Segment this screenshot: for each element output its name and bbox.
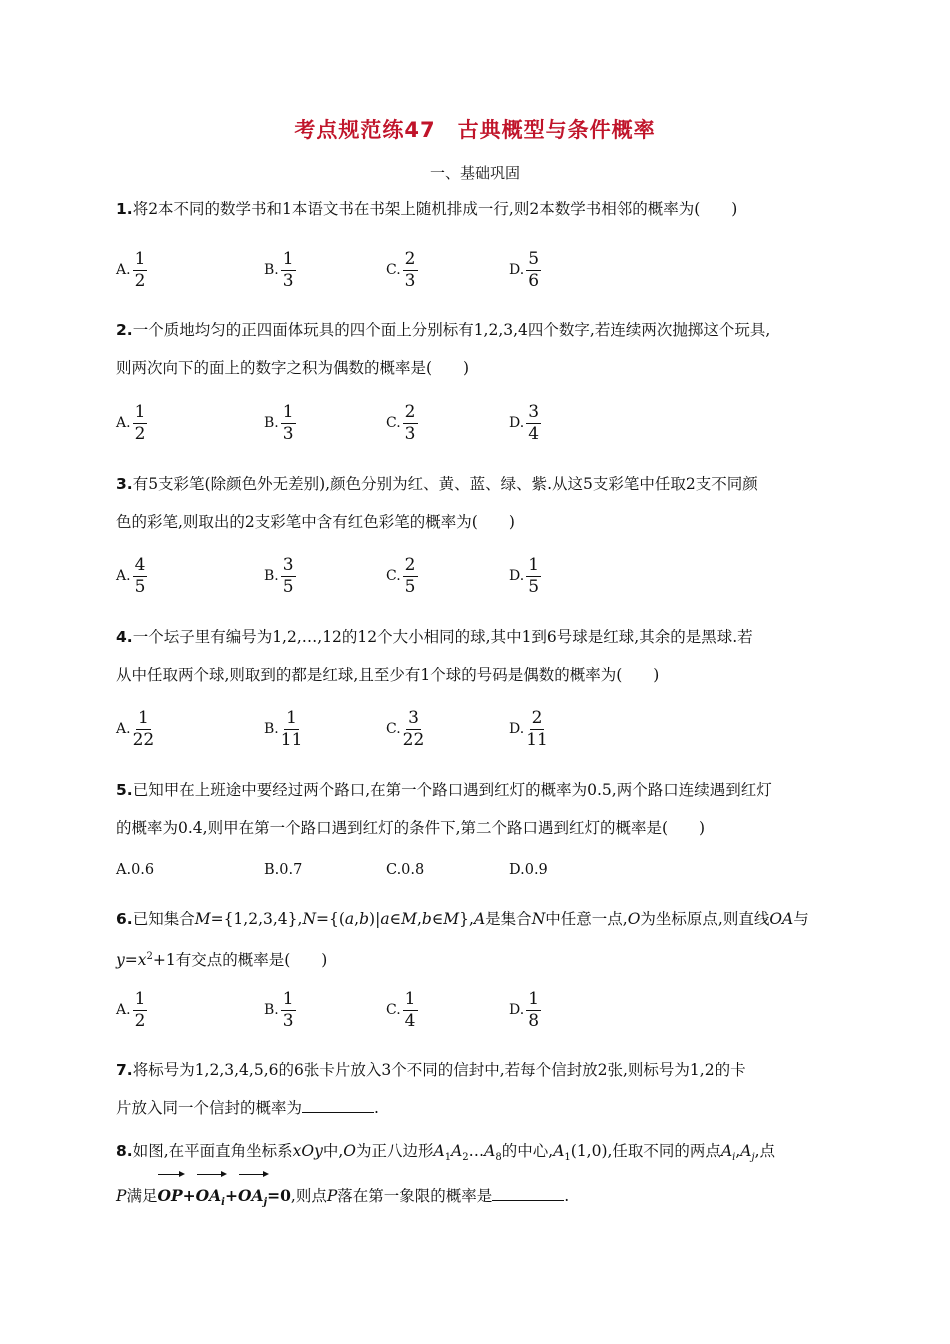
question-6-line-1 [116, 900, 836, 938]
option-label: A. [116, 1002, 131, 1018]
denominator: 3 [404, 270, 416, 291]
question-text: 已知甲在上班途中要经过两个路口,在第一个路口遇到红灯的概率为0.5,两个路口连续遇到红灯 [132, 781, 772, 799]
fraction [133, 556, 148, 597]
question-2 [116, 311, 836, 387]
numerator: 3 [528, 401, 540, 422]
question-2-line-2: 则两次向下的面上的数字之积为偶数的概率是( ) [116, 359, 470, 377]
var: N [531, 910, 546, 928]
denominator: 3 [282, 1010, 294, 1031]
question-number: 2. [116, 321, 133, 339]
question-7-line-1 [116, 1051, 836, 1089]
option-d[interactable] [509, 248, 541, 292]
option-label: A. [116, 415, 131, 431]
denominator: 2 [134, 270, 146, 291]
text: . [564, 1187, 570, 1206]
fraction [281, 709, 303, 750]
option-label: D. [509, 262, 525, 278]
option-a[interactable]: A.0.6 [116, 862, 155, 878]
denominator: 5 [134, 576, 146, 597]
option-d[interactable] [509, 988, 541, 1032]
text: 满足 [126, 1187, 158, 1206]
fraction [133, 990, 148, 1031]
fraction [281, 556, 296, 597]
text: , [735, 1142, 741, 1160]
question-text: 将标号为1,2,3,4,5,6的6张卡片放入3个不同的信封中,若每个信封放2张,则标号为1,2的卡 [132, 1061, 746, 1079]
var: OA [769, 910, 794, 928]
fraction [526, 709, 548, 750]
question-7-line-2 [116, 1089, 836, 1127]
text: = [124, 951, 138, 970]
option-label: C. [386, 721, 401, 737]
text: … [468, 1142, 485, 1160]
numerator: 3 [408, 707, 419, 728]
option-label: D. [509, 568, 525, 584]
text: , [354, 910, 360, 928]
text: ,则点 [290, 1187, 327, 1206]
denominator: 11 [280, 729, 303, 750]
subscript: j [751, 1152, 755, 1164]
option-b[interactable] [264, 988, 296, 1032]
fraction [403, 250, 418, 291]
text: ={( [316, 910, 345, 928]
option-a[interactable] [116, 707, 154, 751]
question-number: 5. [116, 781, 133, 799]
denominator: 8 [528, 1010, 540, 1031]
numerator: 1 [134, 988, 146, 1009]
question-6-options [116, 988, 836, 1032]
text: 与 [793, 910, 809, 928]
option-b[interactable]: B.0.7 [264, 862, 303, 878]
question-4-line-1 [116, 618, 836, 656]
text: 为坐标原点,则直线 [640, 910, 770, 928]
subscript: i [221, 1197, 225, 1209]
answer-blank[interactable] [492, 1186, 564, 1201]
question-7 [116, 1051, 836, 1127]
question-number: 7. [116, 1061, 133, 1079]
question-5-line-2: 的概率为0.4,则甲在第一个路口遇到红灯的条件下,第二个路口遇到红灯的概率是( ) [116, 819, 706, 837]
var: xOy [292, 1142, 323, 1160]
var: y [116, 951, 125, 970]
numerator: 4 [134, 554, 146, 575]
denominator: 3 [282, 270, 294, 291]
question-number: 8. [116, 1142, 133, 1160]
option-label: D. [509, 721, 525, 737]
question-number: 6. [116, 910, 133, 928]
option-label: B. [264, 1002, 279, 1018]
option-c[interactable]: C.0.8 [386, 862, 425, 878]
numerator: 1 [528, 988, 540, 1009]
subscript: 2 [462, 1152, 469, 1164]
numerator: 1 [404, 988, 416, 1009]
option-d[interactable] [509, 707, 548, 751]
answer-blank[interactable] [302, 1098, 374, 1113]
question-3-options [116, 554, 836, 598]
question-text: 一个坛子里有编号为1,2,…,12的12个大小相同的球,其中1到6号球是红球,其余的是黑球.若 [132, 628, 753, 646]
var: P [326, 1187, 338, 1206]
question-3-line-2: 色的彩笔,则取出的2支彩笔中含有红色彩笔的概率为( ) [116, 513, 515, 531]
numerator: 2 [404, 248, 416, 269]
plus-sign: + [224, 1186, 238, 1206]
option-d[interactable]: D.0.9 [509, 862, 548, 878]
option-c[interactable] [386, 707, 424, 751]
denominator: 6 [528, 270, 540, 291]
question-number: 4. [116, 628, 133, 646]
question-2-options [116, 401, 836, 445]
question-1-options [116, 248, 836, 292]
option-b[interactable] [264, 554, 296, 598]
option-d[interactable] [509, 401, 541, 445]
question-text: 片放入同一个信封的概率为 [116, 1099, 303, 1117]
option-b[interactable] [264, 248, 296, 292]
text: ∈ [389, 910, 402, 928]
option-d[interactable] [509, 554, 541, 598]
question-text: 将2本不同的数学书和1本语文书在书架上随机排成一行,则2本数学书相邻的概率为( ) [132, 200, 738, 218]
var: P [116, 1187, 127, 1206]
option-label: C. [386, 1002, 401, 1018]
subscript: j [263, 1197, 268, 1209]
subscript: i [732, 1152, 736, 1164]
option-label: C. [386, 415, 401, 431]
var: M [194, 910, 211, 928]
numerator: 1 [282, 988, 294, 1009]
fraction [403, 556, 418, 597]
option-b[interactable] [264, 707, 302, 751]
option-label: B. [264, 568, 279, 584]
text: ,点 [754, 1142, 776, 1160]
equals-zero: =0 [267, 1186, 291, 1206]
option-b[interactable] [264, 401, 296, 445]
question-6-line-2 [116, 938, 836, 979]
denominator: 5 [404, 576, 416, 597]
numerator: 1 [282, 401, 294, 422]
numerator: 2 [531, 707, 543, 728]
vector-oai [196, 1177, 225, 1222]
var: N [302, 910, 317, 928]
vector-label: OA [237, 1186, 264, 1206]
option-a[interactable] [116, 401, 147, 445]
var: x [137, 951, 147, 970]
question-4 [116, 618, 836, 694]
question-1 [116, 190, 836, 228]
denominator: 11 [526, 729, 548, 750]
fraction [403, 709, 425, 750]
text: 如图,在平面直角坐标系 [132, 1142, 293, 1160]
text: , [416, 910, 422, 928]
fraction [133, 250, 148, 291]
text: 落在第一象限的概率是 [337, 1187, 493, 1206]
vector-label: OA [195, 1186, 222, 1206]
question-8-line-2 [116, 1177, 836, 1222]
question-6 [116, 900, 836, 979]
option-label: D. [509, 1002, 525, 1018]
question-3-line-1 [116, 465, 836, 503]
option-c[interactable] [386, 401, 418, 445]
option-c[interactable] [386, 248, 418, 292]
var: O [343, 1142, 356, 1160]
var: a [380, 910, 390, 928]
denominator: 2 [134, 1010, 146, 1031]
option-label: A. [116, 721, 131, 737]
question-1-line-1 [116, 190, 836, 228]
vector-oaj [238, 1177, 267, 1222]
option-a[interactable] [116, 554, 147, 598]
question-3 [116, 465, 836, 541]
fraction [403, 990, 418, 1031]
option-label: C. [386, 568, 401, 584]
text: 是集合 [485, 910, 532, 928]
var: a [344, 910, 355, 928]
subscript: 1 [444, 1152, 452, 1164]
text: ={1,2,3,4}, [210, 910, 303, 928]
text: (1,0),任取不同的两点 [570, 1142, 721, 1160]
var: A [433, 1142, 445, 1160]
text: }, [459, 910, 474, 928]
text: +1有交点的概率是( ) [152, 951, 328, 970]
var: A [553, 1142, 565, 1160]
option-label: A. [116, 262, 131, 278]
var: A [740, 1142, 752, 1160]
question-5-line-1 [116, 771, 836, 809]
denominator: 4 [404, 1010, 416, 1031]
var: A [451, 1142, 463, 1160]
var: M [401, 910, 417, 928]
var: b [421, 910, 432, 928]
option-label: D. [509, 415, 525, 431]
numerator: 1 [134, 248, 146, 269]
option-label: B. [264, 415, 279, 431]
plus-sign: + [182, 1186, 196, 1206]
question-4-line-2: 从中任取两个球,则取到的都是红球,且至少有1个球的号码是偶数的概率为( ) [116, 666, 660, 684]
denominator: 3 [282, 423, 294, 444]
numerator: 2 [404, 401, 416, 422]
var: A [473, 910, 486, 928]
var: A [484, 1142, 496, 1160]
denominator: 4 [528, 423, 540, 444]
question-8 [116, 1132, 836, 1222]
var: O [627, 910, 641, 928]
question-4-options [116, 707, 836, 751]
fraction [526, 556, 541, 597]
option-label: B. [264, 262, 279, 278]
section-title: 一、基础巩固 [429, 164, 520, 182]
text: )| [369, 910, 381, 928]
denominator: 22 [402, 729, 425, 750]
denominator: 22 [132, 729, 155, 750]
text: ∈ [431, 910, 444, 928]
fraction [133, 709, 155, 750]
question-number: 3. [116, 475, 133, 493]
question-text: 一个质地均匀的正四面体玩具的四个面上分别标有1,2,3,4四个数字,若连续两次抛掷这个玩具, [132, 321, 771, 339]
question-text: 有5支彩笔(除颜色外无差别),颜色分别为红、黄、蓝、绿、紫.从这5支彩笔中任取2支不同颜 [132, 475, 758, 493]
question-2-line-1 [116, 311, 836, 349]
option-label: A. [116, 568, 131, 584]
fraction [526, 403, 541, 444]
vector-op: OP [157, 1177, 182, 1215]
denominator: 5 [282, 576, 294, 597]
option-a[interactable] [116, 248, 147, 292]
text: 已知集合 [132, 910, 195, 928]
fraction [526, 250, 541, 291]
text: . [374, 1099, 379, 1117]
subscript: 1 [564, 1152, 571, 1164]
question-number: 1. [116, 200, 133, 218]
fraction [403, 403, 418, 444]
fraction [281, 250, 296, 291]
numerator: 1 [528, 554, 540, 575]
fraction [281, 403, 296, 444]
text: 中, [322, 1142, 344, 1160]
numerator: 3 [282, 554, 294, 575]
denominator: 2 [134, 423, 146, 444]
option-c[interactable] [386, 554, 418, 598]
option-label: C. [386, 262, 401, 278]
numerator: 1 [134, 401, 146, 422]
var: A [720, 1142, 733, 1160]
numerator: 1 [282, 248, 294, 269]
exponent: 2 [146, 951, 153, 962]
question-5-options [116, 848, 836, 892]
var: M [443, 910, 460, 928]
denominator: 5 [528, 576, 540, 597]
text: 的中心, [501, 1142, 554, 1160]
numerator: 2 [404, 554, 416, 575]
numerator: 1 [137, 707, 149, 728]
numerator: 1 [286, 707, 297, 728]
subscript: 8 [495, 1152, 502, 1164]
option-c[interactable] [386, 988, 418, 1032]
denominator: 3 [404, 423, 416, 444]
fraction [133, 403, 148, 444]
text: 为正八边形 [356, 1142, 434, 1160]
var: b [359, 910, 370, 928]
option-label: B. [264, 721, 279, 737]
option-a[interactable] [116, 988, 147, 1032]
fraction [526, 990, 541, 1031]
page-title: 考点规范练47 古典概型与条件概率 [294, 118, 656, 142]
text: 中任意一点, [545, 910, 628, 928]
numerator: 5 [528, 248, 540, 269]
fraction [281, 990, 296, 1031]
question-5 [116, 771, 836, 847]
